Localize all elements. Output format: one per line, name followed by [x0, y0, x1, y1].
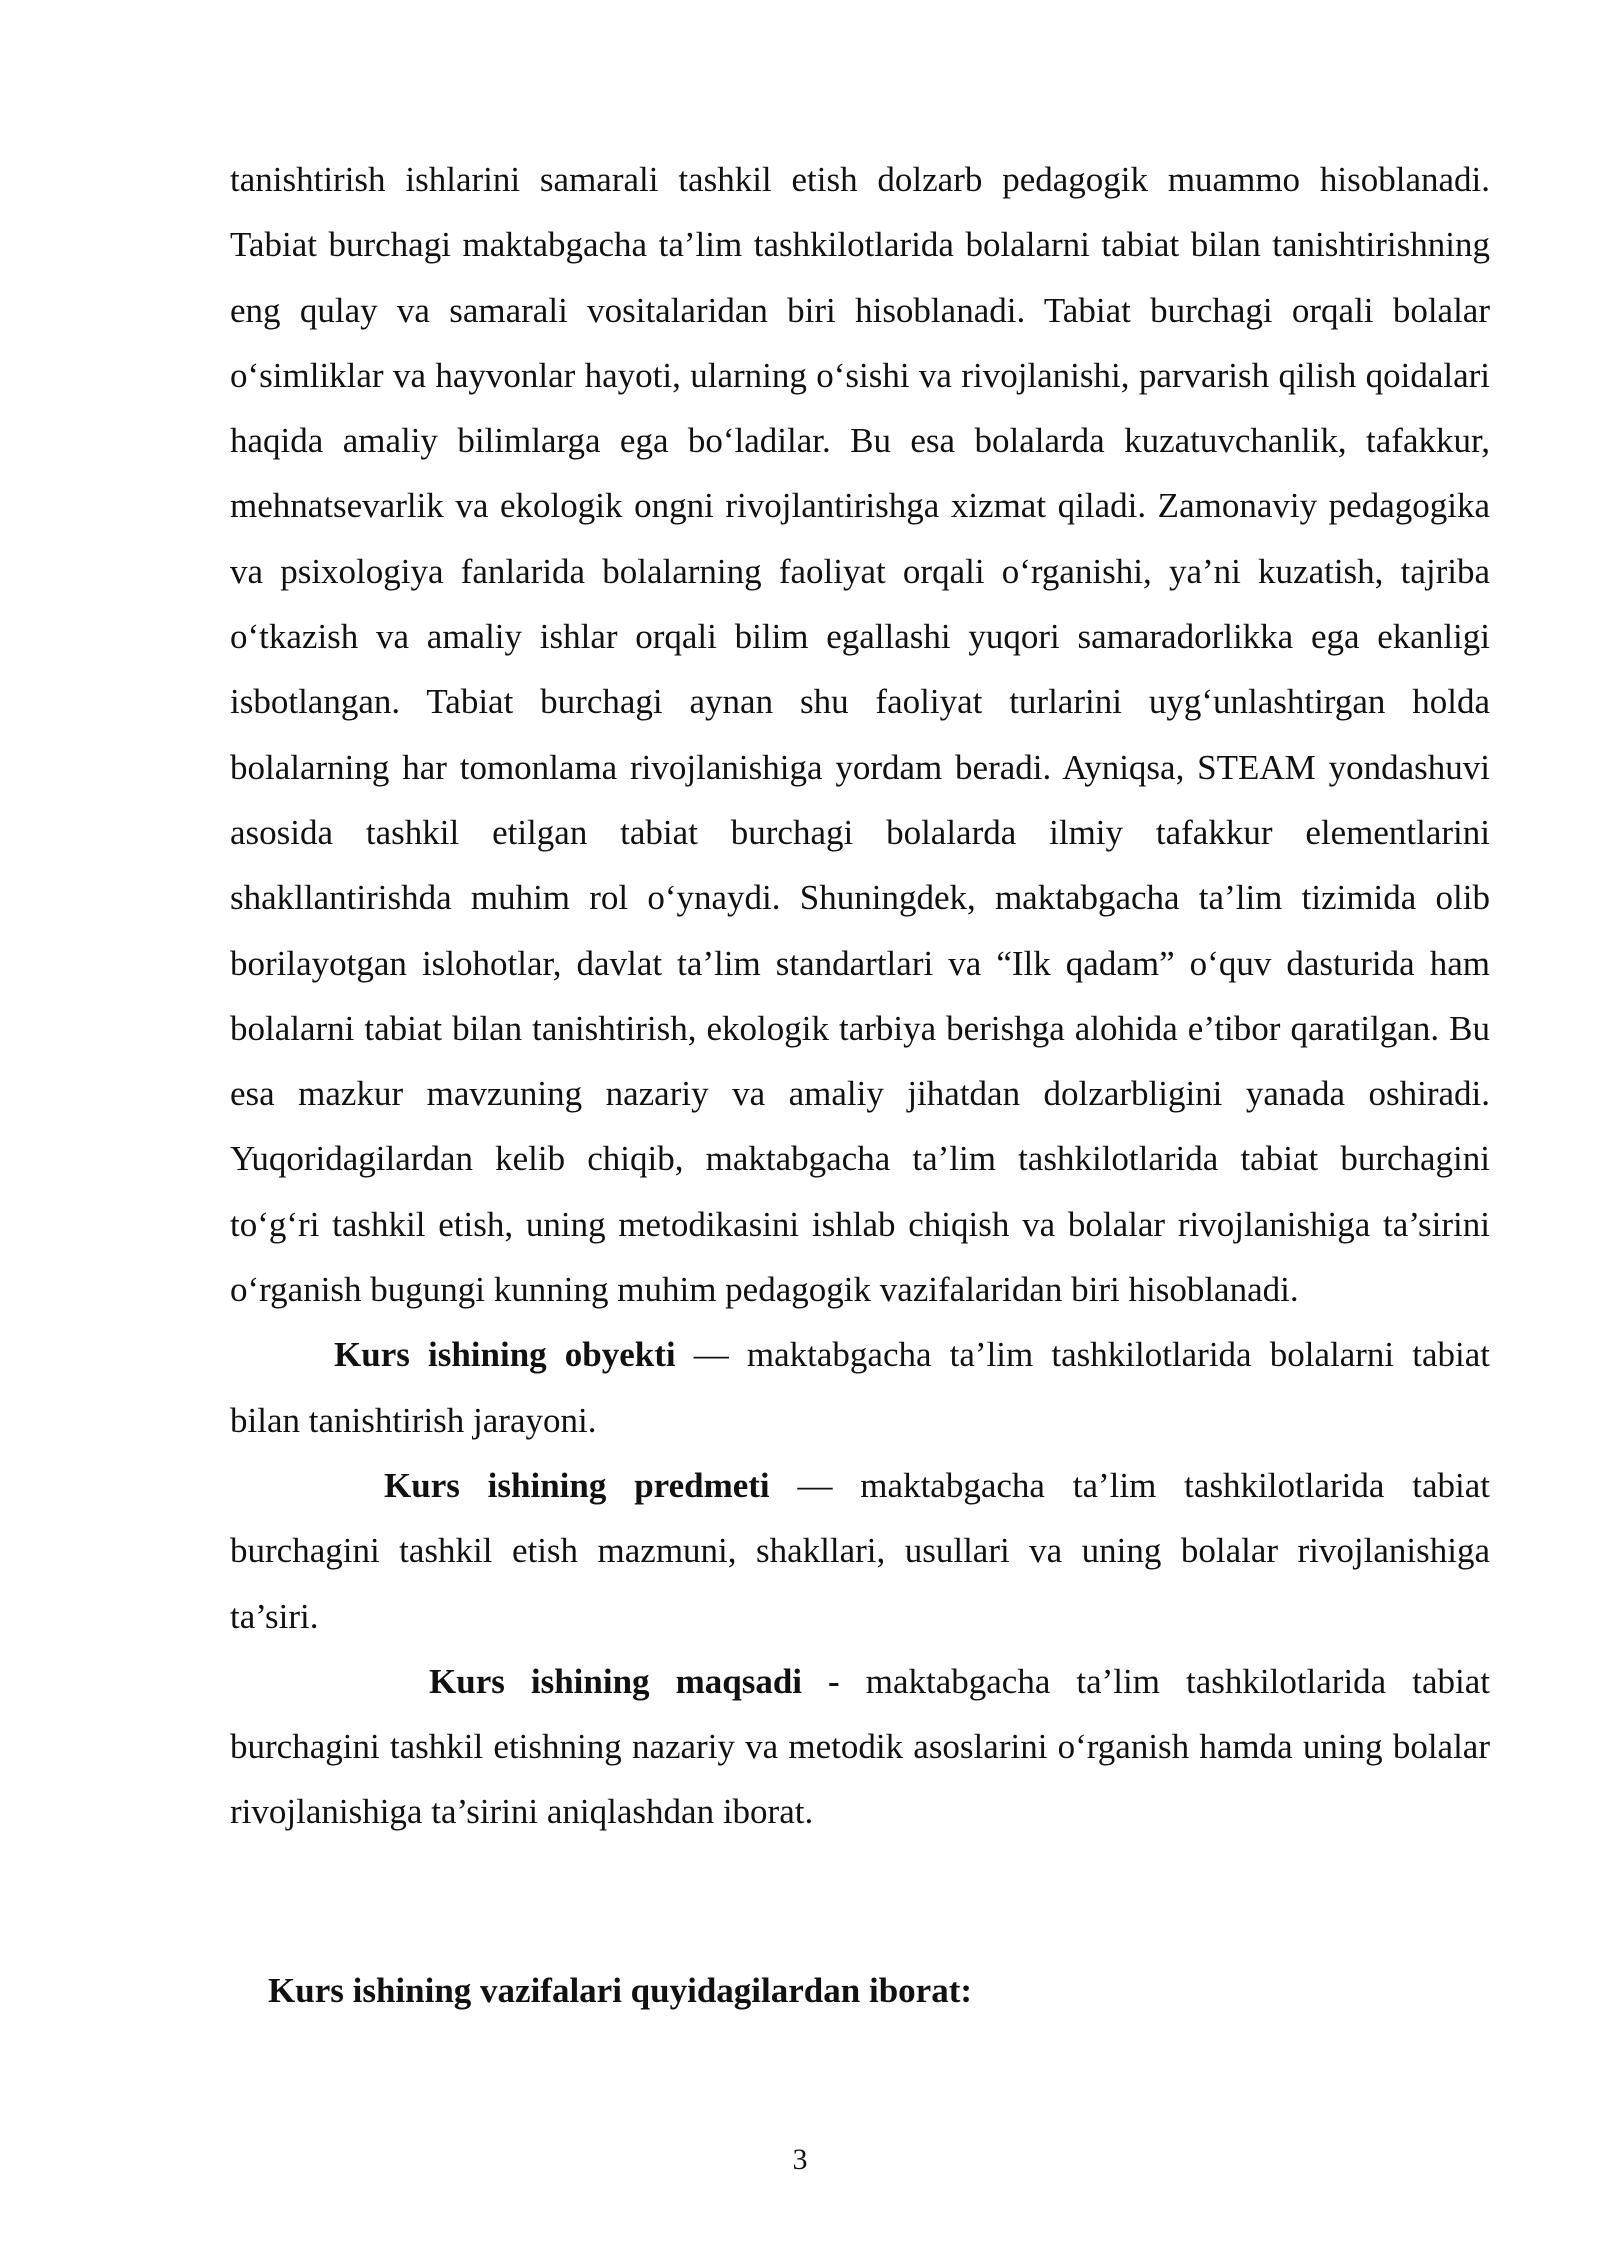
subject-label: Kurs ishining predmeti	[384, 1465, 770, 1505]
object-paragraph	[230, 1322, 1490, 1453]
object-label: Kurs ishining obyekti	[334, 1335, 676, 1375]
subject-text: — maktabgacha ta’lim tashkilotlarida tabiat burchagini tashkil etish mazmuni, shakllari, usullari va uning bolalar rivojlanishiga ta’siri.	[230, 1465, 1490, 1636]
subject-paragraph	[230, 1453, 1490, 1649]
tasks-heading: Kurs ishining vazifalari quyidagilardan iborat:	[268, 1971, 972, 2010]
page-body	[230, 147, 1490, 1845]
goal-paragraph	[230, 1649, 1490, 1845]
object-text: — maktabgacha ta’lim tashkilotlarida bolalarni tabiat bilan tanishtirish jarayoni.	[230, 1335, 1490, 1440]
goal-text: maktabgacha ta’lim tashkilotlarida tabiat burchagini tashkil etishning nazariy va metodik asoslarini o‘rganish hamda uning bolalar rivojlanishiga ta’sirini aniqlashdan iborat.	[230, 1661, 1490, 1832]
intro-paragraph: tanishtirish ishlarini samarali tashkil etish dolzarb pedagogik muammo hisoblanadi. Tabiat burchagi maktabgacha ta’lim tashkilotlarida bolalarni tabiat bilan tanishtirishning eng qulay va samarali vositalaridan biri hisoblanadi. Tabiat burchagi orqali bolalar o‘simliklar va hayvonlar hayoti, ularning o‘sishi va rivojlanishi, parvarish qilish qoidalari haqida amaliy bilimlarga ega bo‘ladilar. Bu esa bolalarda kuzatuvchanlik, tafakkur, mehnatsevarlik va ekologik ongni rivojlantirishga xizmat qiladi. Zamonaviy pedagogika va psixologiya fanlarida bolalarning faoliyat orqali o‘rganishi, ya’ni kuzatish, tajriba o‘tkazish va amaliy ishlar orqali bilim egallashi yuqori samaradorlikka ega ekanligi isbotlangan. Tabiat burchagi aynan shu faoliyat turlarini uyg‘unlashtirgan holda bolalarning har tomonlama rivojlanishiga yordam beradi. Ayniqsa, STEAM yondashuvi asosida tashkil etilgan tabiat burchagi bolalarda ilmiy tafakkur elementlarini shakllantirishda muhim rol o‘ynaydi. Shuningdek, maktabgacha ta’lim tizimida olib borilayotgan islohotlar, davlat ta’lim standartlari va “Ilk qadam” o‘quv dasturida ham bolalarni tabiat bilan tanishtirish, ekologik tarbiya berishga alohida e’tibor qaratilgan. Bu esa mazkur mavzuning nazariy va amaliy jihatdan dolzarbligini yanada oshiradi. Yuqoridagilardan kelib chiqib, maktabgacha ta’lim tashkilotlarida tabiat burchagini to‘g‘ri tashkil etish, uning metodikasini ishlab chiqish va bolalar rivojlanishiga ta’sirini o‘rganish bugungi kunning muhim pedagogik vazifalaridan biri hisoblanadi.	[230, 160, 1490, 1310]
page-number: 3	[792, 2143, 808, 2176]
goal-label: Kurs ishining maqsadi -	[429, 1661, 840, 1701]
